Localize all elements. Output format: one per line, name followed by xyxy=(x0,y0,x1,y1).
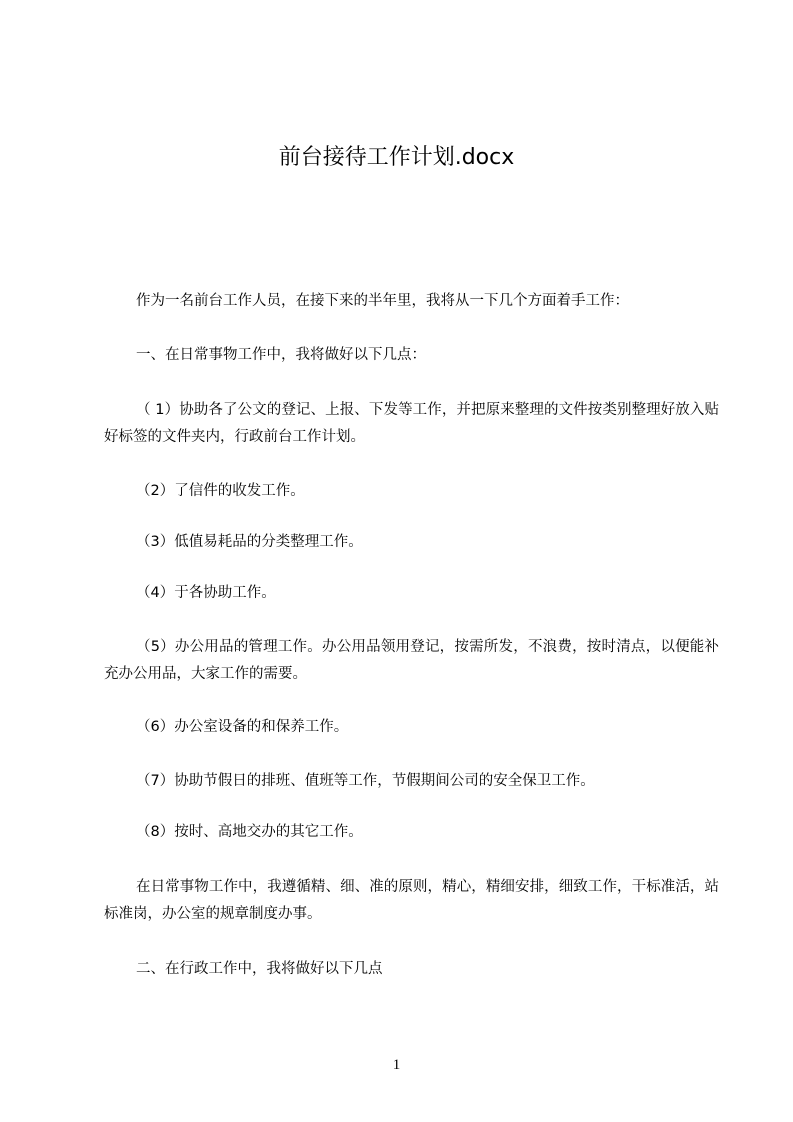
list-item-6: （6）办公室设备的和保养工作。 xyxy=(136,719,349,735)
list-item-2: （2）了信件的收发工作。 xyxy=(136,483,305,499)
paragraph-summary: 在日常事物工作中，我遵循精、细、准的原则，精心，精细安排，细致工作，干标准活，站标准岗，办公室的规章制度办事。 xyxy=(104,879,719,922)
document-title: 前台接待工作计划.docx xyxy=(278,145,515,170)
list-item-4: （4）于各协助工作。 xyxy=(136,585,276,601)
list-item-8: （8）按时、高地交办的其它工作。 xyxy=(136,824,363,840)
list-item-3: （3）低值易耗品的分类整理工作。 xyxy=(136,534,363,550)
list-item-7: （7）协助节假日的排班、值班等工作，节假期间公司的安全保卫工作。 xyxy=(136,773,595,789)
page-number: 1 xyxy=(392,1057,401,1073)
paragraph-intro: 作为一名前台工作人员，在接下来的半年里，我将从一下几个方面着手工作： xyxy=(136,293,629,309)
section-heading-1: 一、在日常事物工作中，我将做好以下几点： xyxy=(136,347,426,363)
list-item-1: （ 1）协助各了公文的登记、上报、下发等工作，并把原来整理的文件按类别整理好放入贴好标签的文件夹内，行政前台工作计划。 xyxy=(104,402,719,445)
list-item-5: （5）办公用品的管理工作。办公用品领用登记，按需所发，不浪费，按时清点，以便能补充办公用品，大家工作的需要。 xyxy=(104,639,719,682)
section-heading-2: 二、在行政工作中，我将做好以下几点 xyxy=(136,961,383,977)
